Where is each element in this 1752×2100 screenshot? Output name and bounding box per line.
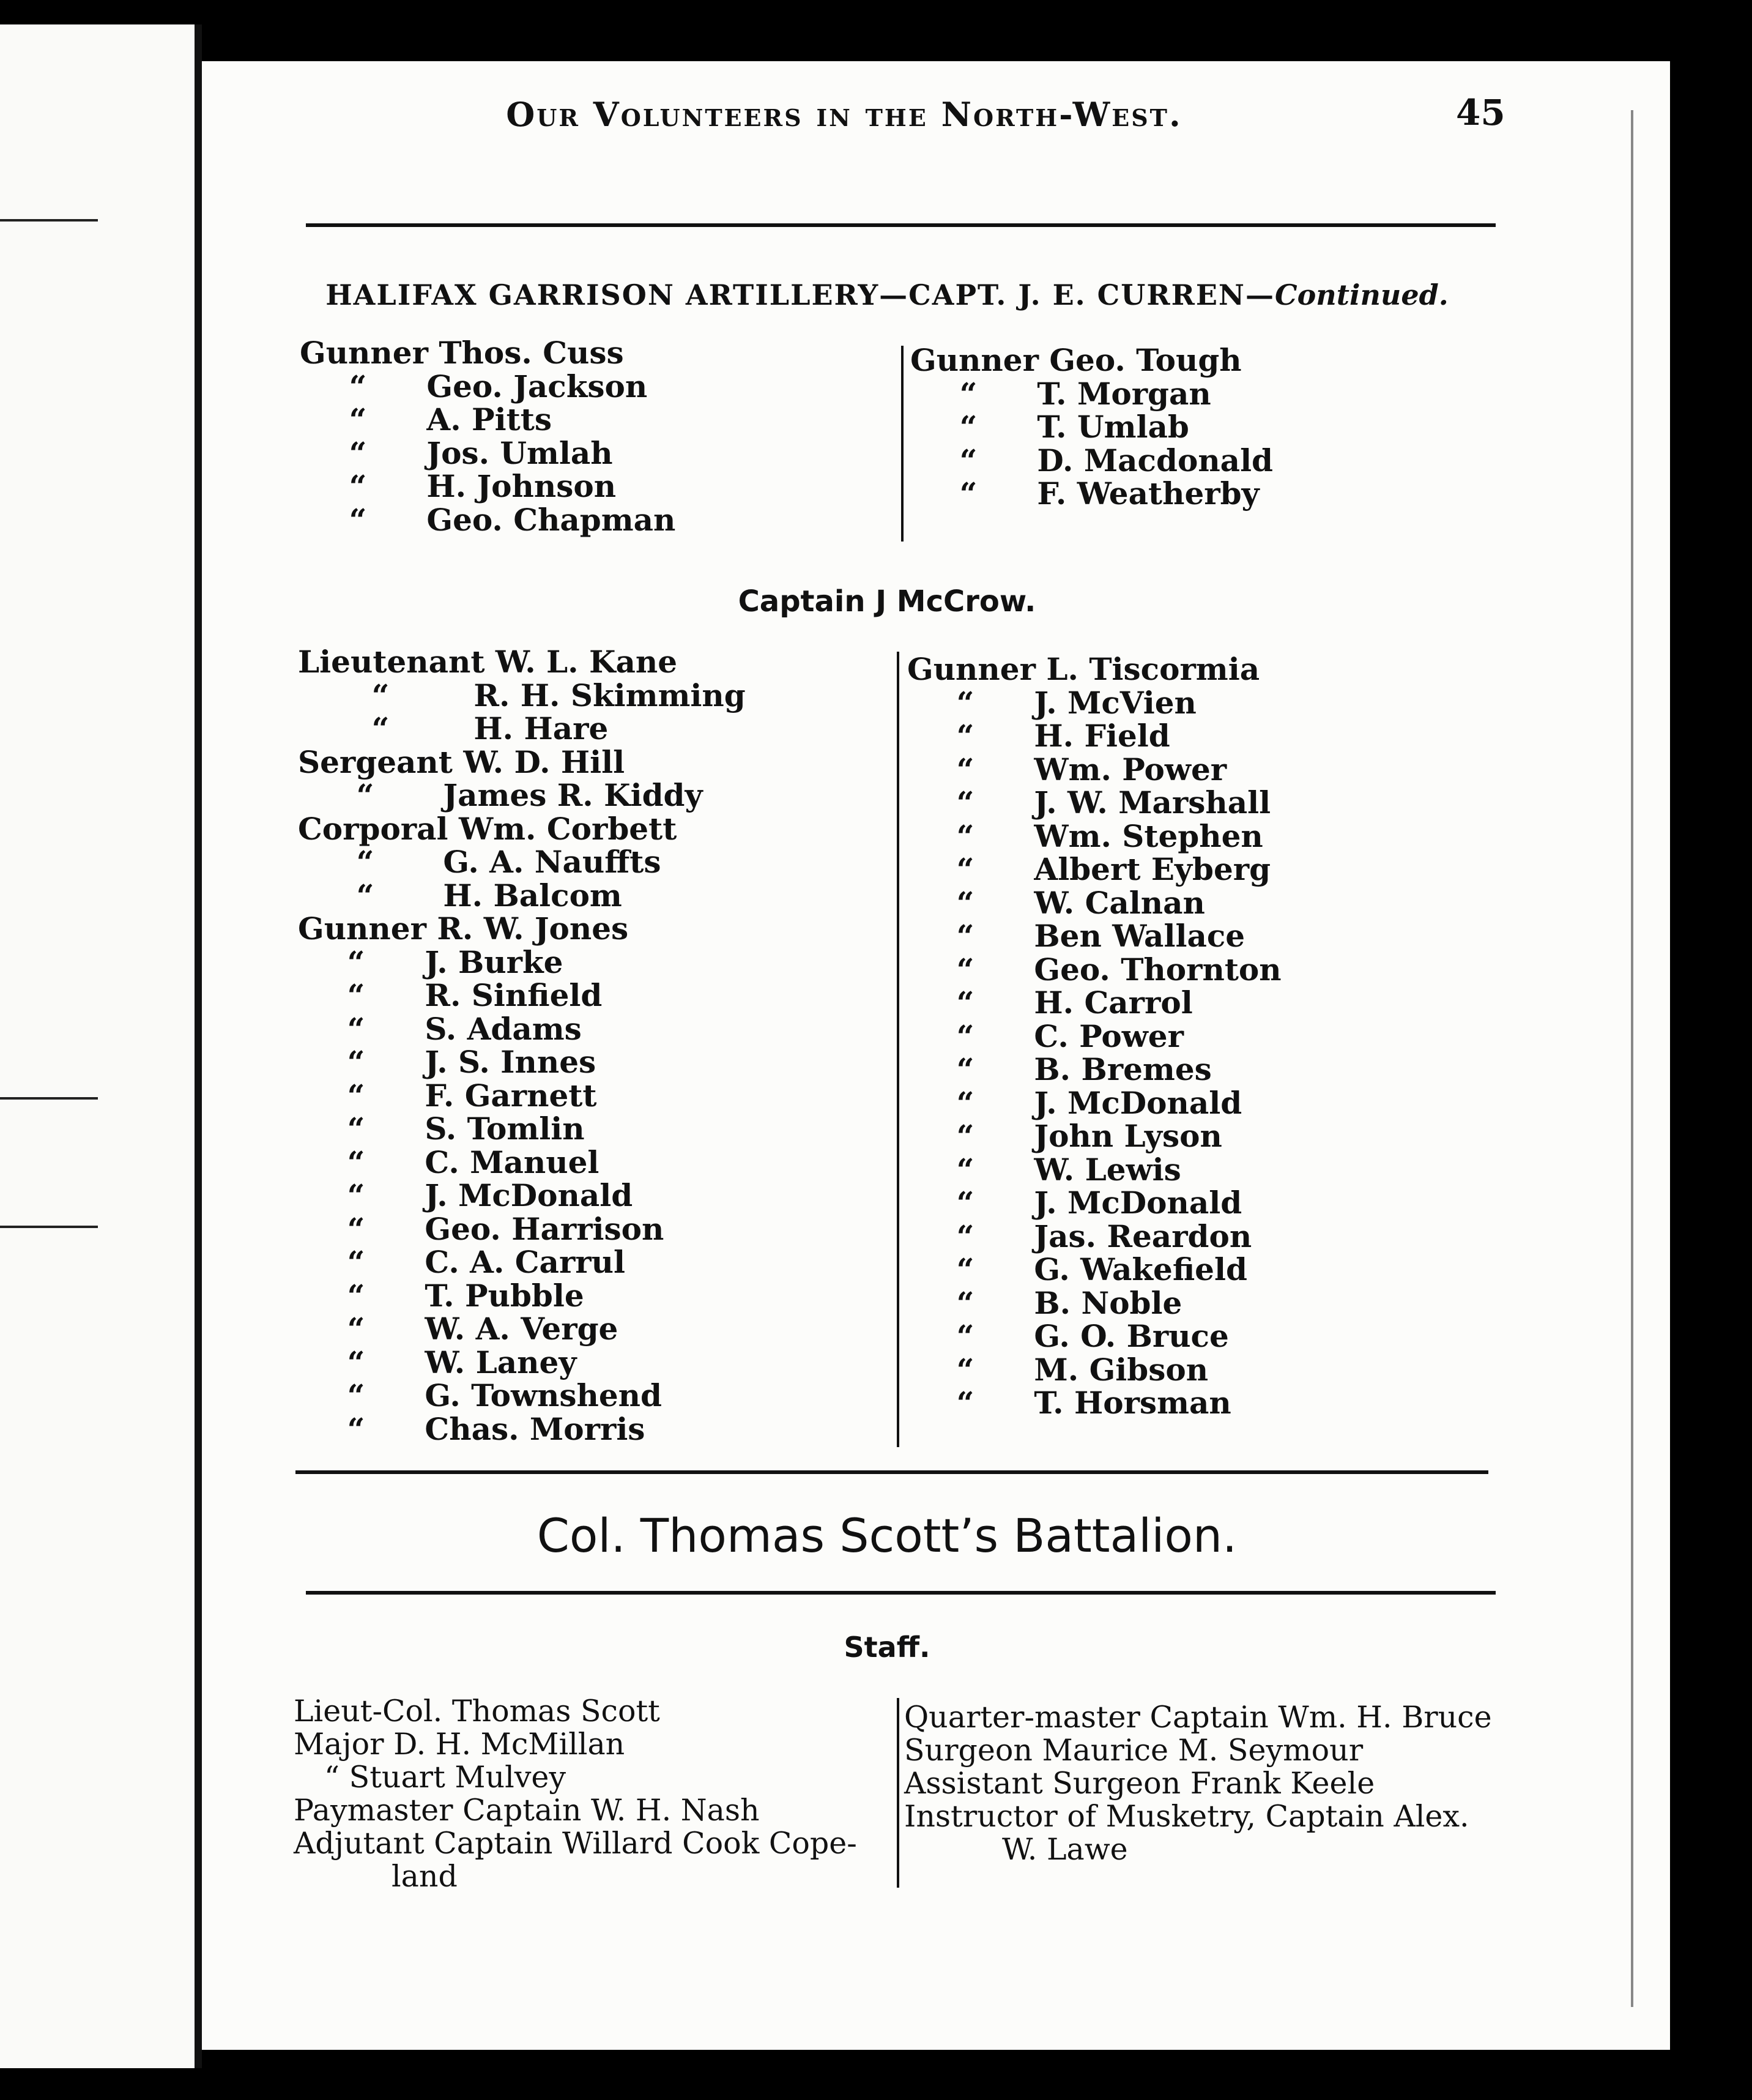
person-name: Jas. Reardon — [1034, 1218, 1252, 1254]
roster-entry — [300, 501, 676, 538]
roster-entry — [298, 743, 746, 780]
halifax-title-continued: Continued. — [1274, 278, 1449, 311]
ditto-mark: “ — [956, 1251, 974, 1287]
roster-entry — [910, 477, 1273, 511]
person-name: B. Bremes — [1034, 1051, 1212, 1087]
roster-entry — [298, 679, 746, 713]
ditto-mark: “ — [356, 777, 374, 813]
person-name: Jos. Umlah — [426, 434, 613, 471]
person-name: C. Power — [1034, 1018, 1184, 1054]
person-name: Geo. Chapman — [426, 501, 676, 538]
ditto-mark: “ — [347, 1344, 365, 1380]
ditto-mark: “ — [959, 375, 978, 412]
staff-entry: Major D. H. McMillan — [294, 1727, 625, 1762]
person-name: S. Adams — [425, 1010, 582, 1047]
staff-entry: Assistant Surgeon Frank Keele — [904, 1766, 1375, 1801]
person-name: W. L. Kane — [495, 644, 678, 680]
ditto-mark: “ — [956, 784, 974, 821]
ditto-mark: “ — [956, 684, 974, 721]
person-name: J. McDonald — [1034, 1084, 1242, 1121]
ditto-mark: “ — [347, 1244, 365, 1280]
ditto-mark: “ — [956, 1151, 974, 1188]
roster-entry — [298, 1346, 746, 1380]
person-name: Thos. Cuss — [439, 335, 624, 371]
roster-entry — [298, 1046, 746, 1079]
ditto-mark: “ — [956, 951, 974, 988]
rank-label: Gunner — [298, 910, 426, 947]
person-name: J. S. Innes — [425, 1044, 596, 1080]
ditto-mark: “ — [956, 817, 974, 854]
ditto-mark: “ — [371, 677, 390, 713]
roster-entry — [907, 1020, 1282, 1054]
roster-entry — [298, 1010, 746, 1047]
ditto-mark: “ — [956, 1284, 974, 1321]
roster-entry — [298, 912, 746, 946]
roster-entry — [298, 1410, 746, 1447]
staff-entry: Surgeon Maurice M. Seymour — [904, 1733, 1364, 1768]
person-name: T. Morgan — [1037, 375, 1211, 412]
roster-entry — [907, 920, 1282, 953]
person-name: S. Tomlin — [425, 1111, 585, 1147]
ditto-mark: “ — [347, 1410, 365, 1447]
person-name: Wm. Stephen — [1034, 817, 1263, 854]
person-name: R. H. Skimming — [473, 677, 746, 713]
roster-entry — [298, 1279, 746, 1313]
ditto-mark: “ — [956, 751, 974, 788]
ditto-mark: “ — [959, 409, 978, 445]
person-name: Chas. Morris — [425, 1410, 645, 1447]
person-name: G. Townshend — [425, 1377, 662, 1413]
halifax-left-column — [300, 337, 675, 537]
person-name: Geo. Harrison — [425, 1210, 664, 1247]
person-name: W. D. Hill — [463, 743, 625, 780]
roster-entry — [907, 817, 1282, 854]
ditto-mark: “ — [956, 1051, 974, 1087]
running-head: Our Volunteers in the North-West. — [506, 95, 1182, 134]
ditto-mark: “ — [956, 1018, 974, 1054]
person-name: L. Tiscormia — [1046, 651, 1260, 687]
roster-entry — [907, 1120, 1282, 1153]
roster-entry — [298, 1146, 746, 1180]
roster-entry — [907, 1387, 1282, 1420]
person-name: A. Pitts — [426, 401, 552, 438]
roster-entry — [907, 1084, 1282, 1121]
ditto-mark: “ — [356, 877, 374, 914]
ditto-mark: “ — [956, 1318, 974, 1354]
ditto-mark: “ — [956, 1218, 974, 1254]
roster-entry — [298, 946, 746, 980]
person-name: G. A. Nauffts — [443, 844, 661, 880]
book-gutter — [195, 24, 202, 2068]
rank-label: Corporal — [298, 810, 448, 847]
halifax-title-text: HALIFAX GARRISON ARTILLERY—CAPT. J. E. CURREN— — [325, 278, 1275, 311]
roster-entry — [907, 853, 1282, 887]
ditto-mark: “ — [349, 434, 367, 471]
person-name: Wm. Power — [1034, 751, 1227, 788]
roster-entry — [298, 646, 746, 679]
person-name: J. Burke — [425, 944, 563, 980]
person-name: W. Lewis — [1034, 1151, 1181, 1188]
roster-entry — [910, 411, 1273, 444]
roster-entry — [907, 1353, 1282, 1387]
roster-entry — [298, 1210, 746, 1247]
mccrow-right-column — [907, 653, 1282, 1420]
roster-entry — [907, 1284, 1282, 1321]
person-name: B. Noble — [1034, 1284, 1182, 1321]
roster-entry — [300, 337, 675, 370]
ditto-mark: “ — [347, 977, 365, 1013]
staff-left-column — [294, 1695, 857, 1893]
roster-entry — [298, 712, 746, 746]
person-name: W. A. Verge — [425, 1311, 618, 1347]
roster-entry — [298, 879, 746, 913]
ditto-mark: “ — [349, 401, 367, 438]
staff-entry: Adjutant Captain Willard Cook Cope- — [294, 1826, 857, 1861]
roster-entry — [298, 1112, 746, 1146]
person-name: J. McVien — [1034, 684, 1197, 721]
roster-entry — [298, 1246, 746, 1279]
rank-label: Lieutenant — [298, 644, 485, 680]
roster-entry — [910, 375, 1273, 412]
ditto-mark: “ — [356, 844, 374, 880]
person-name: Wm. Corbett — [458, 810, 677, 847]
person-name: Geo. Tough — [1049, 342, 1242, 378]
ditto-mark: “ — [347, 1010, 365, 1047]
ditto-mark: “ — [956, 1185, 974, 1221]
roster-entry — [298, 846, 746, 879]
staff-right-column — [904, 1701, 1492, 1866]
roster-entry — [298, 1379, 746, 1413]
roster-entry — [907, 653, 1282, 687]
halifax-right-column — [910, 344, 1273, 511]
person-name: F. Weatherby — [1037, 475, 1260, 512]
roster-entry — [907, 986, 1282, 1020]
person-name: H. Carrol — [1034, 985, 1193, 1021]
column-divider — [897, 1698, 899, 1888]
roster-entry — [298, 1312, 746, 1346]
header-rule — [306, 223, 1496, 227]
roster-entry — [907, 1053, 1282, 1087]
person-name: J. McDonald — [1034, 1185, 1242, 1221]
battalion-rule — [306, 1591, 1496, 1595]
person-name: G. Wakefield — [1034, 1251, 1247, 1287]
ditto-mark: “ — [347, 1210, 365, 1247]
roster-entry — [907, 786, 1282, 820]
person-name: H. Field — [1034, 718, 1170, 754]
person-name: Albert Eyberg — [1034, 851, 1271, 887]
person-name: John Lyson — [1034, 1118, 1222, 1154]
staff-entry: “ Stuart Mulvey — [324, 1760, 566, 1795]
staff-entry: land — [392, 1859, 458, 1894]
ditto-mark: “ — [349, 368, 367, 404]
ditto-mark: “ — [347, 1111, 365, 1147]
roster-entry — [907, 753, 1282, 787]
rank-label: Gunner — [910, 342, 1039, 378]
page-edge-line — [1631, 110, 1633, 2007]
roster-entry — [300, 370, 675, 404]
roster-entry — [298, 1079, 746, 1113]
page-number: 45 — [1456, 92, 1505, 133]
ditto-mark: “ — [347, 1144, 365, 1180]
staff-entry: Instructor of Musketry, Captain Alex. — [904, 1799, 1469, 1834]
person-name: J. W. Marshall — [1034, 784, 1271, 821]
roster-entry — [298, 810, 746, 847]
person-name: Geo. Jackson — [426, 368, 648, 404]
roster-entry — [907, 1320, 1282, 1353]
mccrow-section-title: Captain J McCrow. — [738, 584, 1036, 619]
person-name: Geo. Thornton — [1034, 951, 1282, 988]
person-name: C. Manuel — [425, 1144, 599, 1180]
ditto-mark: “ — [956, 918, 974, 954]
ditto-mark: “ — [347, 944, 365, 980]
roster-entry — [907, 953, 1282, 987]
person-name: H. Johnson — [426, 468, 617, 504]
ditto-mark: “ — [959, 442, 978, 478]
roster-entry — [907, 1220, 1282, 1254]
person-name: W. Laney — [425, 1344, 577, 1380]
ditto-mark: “ — [959, 475, 978, 512]
rank-label: Gunner — [300, 335, 428, 371]
person-name: C. A. Carrul — [425, 1244, 625, 1280]
person-name: Ben Wallace — [1034, 918, 1245, 954]
person-name: T. Horsman — [1034, 1385, 1231, 1421]
ditto-mark: “ — [347, 1077, 365, 1114]
facing-page-rule — [0, 219, 98, 222]
roster-entry — [298, 779, 746, 813]
ditto-mark: “ — [956, 718, 974, 754]
section-rule — [295, 1470, 1488, 1474]
ditto-mark: “ — [371, 710, 390, 747]
ditto-mark: “ — [347, 1044, 365, 1080]
roster-entry — [910, 344, 1273, 378]
person-name: J. McDonald — [425, 1177, 633, 1213]
person-name: H. Balcom — [443, 877, 622, 914]
person-name: M. Gibson — [1034, 1351, 1209, 1388]
staff-entry: Quarter-master Captain Wm. H. Bruce — [904, 1700, 1492, 1735]
ditto-mark: “ — [956, 1118, 974, 1154]
column-divider — [897, 652, 899, 1447]
facing-page-rule — [0, 1097, 98, 1100]
roster-entry — [298, 1179, 746, 1213]
person-name: D. Macdonald — [1037, 442, 1274, 478]
ditto-mark: “ — [956, 1084, 974, 1121]
roster-entry — [907, 720, 1282, 753]
staff-entry: W. Lawe — [1002, 1832, 1128, 1867]
facing-page-edge — [0, 24, 195, 2068]
person-name: T. Umlab — [1037, 409, 1189, 445]
column-divider — [901, 346, 904, 542]
staff-entry: Lieut-Col. Thomas Scott — [294, 1694, 660, 1729]
staff-heading: Staff. — [844, 1631, 930, 1664]
roster-entry — [300, 403, 675, 437]
roster-entry — [907, 1153, 1282, 1187]
ditto-mark: “ — [956, 1351, 974, 1388]
ditto-mark: “ — [956, 851, 974, 887]
roster-entry — [300, 434, 675, 471]
rank-label: Sergeant — [298, 743, 453, 780]
roster-entry — [907, 1186, 1282, 1220]
staff-entry: Paymaster Captain W. H. Nash — [294, 1793, 760, 1828]
person-name: R. W. Jones — [437, 910, 629, 947]
battalion-title: Col. Thomas Scott’s Battalion. — [536, 1508, 1238, 1563]
ditto-mark: “ — [956, 1385, 974, 1421]
roster-entry — [910, 444, 1273, 478]
ditto-mark: “ — [347, 1311, 365, 1347]
roster-entry — [300, 470, 675, 504]
roster-entry — [907, 884, 1282, 921]
person-name: F. Garnett — [425, 1077, 597, 1114]
roster-entry — [907, 684, 1282, 721]
ditto-mark: “ — [347, 1377, 365, 1413]
mccrow-left-column — [298, 646, 746, 1446]
roster-entry — [907, 1253, 1282, 1287]
person-name: T. Pubble — [425, 1277, 584, 1314]
ditto-mark: “ — [347, 1277, 365, 1314]
roster-entry — [298, 979, 746, 1013]
person-name: R. Sinfield — [425, 977, 603, 1013]
halifax-section-title — [306, 278, 1468, 311]
ditto-mark: “ — [349, 468, 367, 504]
ditto-mark: “ — [956, 884, 974, 921]
person-name: James R. Kiddy — [443, 777, 703, 813]
person-name: W. Calnan — [1034, 884, 1205, 921]
ditto-mark: “ — [349, 501, 367, 538]
person-name: H. Hare — [473, 710, 609, 747]
person-name: G. O. Bruce — [1034, 1318, 1229, 1354]
rank-label: Gunner — [907, 651, 1036, 687]
ditto-mark: “ — [347, 1177, 365, 1213]
facing-page-rule — [0, 1226, 98, 1228]
ditto-mark: “ — [956, 985, 974, 1021]
